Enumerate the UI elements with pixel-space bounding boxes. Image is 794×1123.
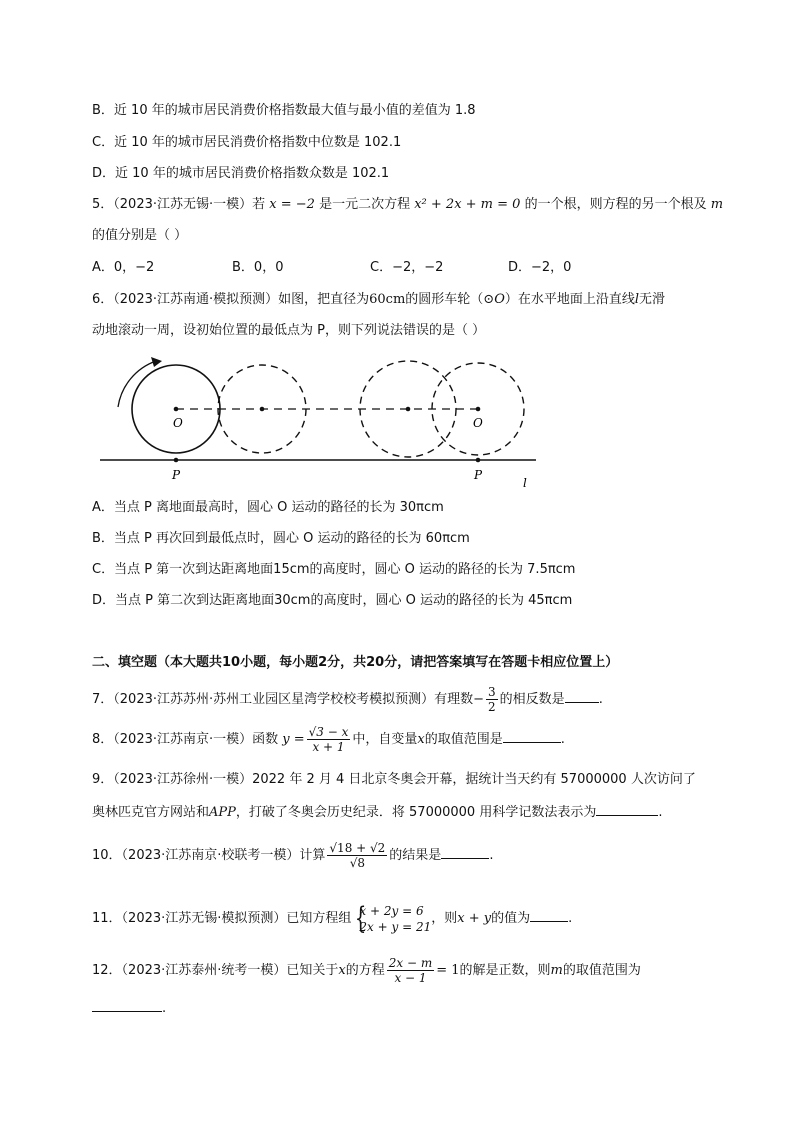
q12-num: 2x − m xyxy=(388,956,433,970)
q5-line2: 的值分别是（ ） xyxy=(92,228,188,243)
center-o-final xyxy=(476,407,481,412)
q12-mid: 的方程 xyxy=(345,963,385,978)
q11-suffix: 的值为 xyxy=(491,911,531,926)
q8-fraction xyxy=(307,725,351,754)
center-dot-1 xyxy=(260,407,265,412)
point-p-initial xyxy=(174,458,179,463)
q7-prefix: 7．（2023·江苏苏州·苏州工业园区星湾学校校考模拟预测）有理数 xyxy=(92,692,474,707)
q11-system xyxy=(351,900,432,936)
q7-end: . xyxy=(598,692,603,707)
q7 xyxy=(92,685,603,714)
label-l: l xyxy=(523,476,527,490)
q8-end: . xyxy=(560,732,565,747)
q12-eq: = 1 xyxy=(436,963,460,978)
q11-expr: x + y xyxy=(457,911,492,926)
q6-option-a: A．当点 P 离地面最高时，圆心 O 运动的路径的长为 30πcm xyxy=(92,500,444,515)
q7-answer-blank[interactable] xyxy=(565,688,599,703)
q5-equation: x² + 2x + m = 0 xyxy=(414,197,521,212)
q5-option-c: C．−2，−2 xyxy=(370,260,444,275)
q6-line2: 动地滚动一周，设初始位置的最低点为 P，则下列说法错误的是（ ） xyxy=(92,323,486,338)
q11-brace: { xyxy=(355,900,367,936)
q6-circle-symbol: ⊙O xyxy=(483,292,505,307)
q6-line-l: l xyxy=(634,292,640,307)
q10-num: √18 + √2 xyxy=(329,841,386,855)
q6-stem xyxy=(92,290,665,310)
q5-suffix: 的一个根，则方程的另一个根及 xyxy=(524,197,707,212)
q12-prefix: 12．（2023·江苏泰州·统考一模）已知关于 xyxy=(92,963,339,978)
q4-option-c: C．近 10 年的城市居民消费价格指数中位数是 102.1 xyxy=(92,135,402,150)
center-o-initial xyxy=(174,407,179,412)
q10-fraction xyxy=(327,841,387,870)
q8-y: y = xyxy=(282,732,305,747)
rotation-arrow xyxy=(118,361,156,407)
q12-suffix: 的解是正数，则 xyxy=(459,963,551,978)
q7-neg: − xyxy=(473,692,485,707)
rotation-arrowhead xyxy=(151,357,162,367)
q9-text-b: ，打破了冬奥会历史纪录．将 57000000 用科学记数法表示为 xyxy=(235,805,597,820)
point-p-final xyxy=(476,458,481,463)
q7-num: 3 xyxy=(488,685,496,699)
q9-line1: 9．（2023·江苏徐州·一模）2022 年 2 月 4 日北京冬奥会开幕，据统计当天约有 57000000 人次访问了 xyxy=(92,772,696,787)
q8-num: √3 − x xyxy=(308,725,349,739)
q11-prefix: 11．（2023·江苏无锡·模拟预测）已知方程组 xyxy=(92,911,352,926)
section-2-heading: 二、填空题（本大题共10小题，每小题2分，共20分，请把答案填写在答题卡相应位置上） xyxy=(92,655,619,670)
q8-answer-blank[interactable] xyxy=(503,728,561,743)
q7-den: 2 xyxy=(488,700,496,714)
q12-m: m xyxy=(550,963,563,978)
q10-answer-blank[interactable] xyxy=(441,844,489,859)
q5-option-d: D．−2，0 xyxy=(508,260,572,275)
q6-diameter: 60cm xyxy=(369,292,406,307)
q5-stem xyxy=(92,195,723,215)
q5-mid: 是一元二次方程 xyxy=(319,197,411,212)
rolling-wheel-figure xyxy=(96,355,546,490)
q6-text-b: 的圆形车轮（ xyxy=(405,292,484,307)
q8 xyxy=(92,723,565,757)
label-o-final: O xyxy=(473,416,483,430)
q9-app: APP xyxy=(209,805,236,820)
q9-answer-blank[interactable] xyxy=(596,801,658,816)
q6-option-d: D．当点 P 第二次到达距离地面30cm的高度时，圆心 O 运动的路径的长为 45πcm xyxy=(92,593,573,608)
q10 xyxy=(92,838,493,874)
q10-end: . xyxy=(489,848,494,863)
q6-text-a: 6．（2023·江苏南通·模拟预测）如图，把直径为 xyxy=(92,292,370,307)
q11-eq1: x + 2y = 6 xyxy=(359,903,424,918)
q11-end: . xyxy=(568,911,573,926)
q6-option-c: C．当点 P 第一次到达距离地面15cm的高度时，圆心 O 运动的路径的长为 7.5πcm xyxy=(92,562,576,577)
q10-den: √8 xyxy=(349,856,365,870)
q11-eq2: 2x + y = 21 xyxy=(359,919,432,934)
q7-suffix: 的相反数是 xyxy=(499,692,565,707)
q8-x: x xyxy=(417,732,425,747)
center-dot-2 xyxy=(406,407,411,412)
q6-text-c: ）在水平地面上沿直线 xyxy=(504,292,635,307)
q5-var: m xyxy=(710,197,724,212)
q8-suffix: 中，自变量 xyxy=(352,732,418,747)
q5-condition: x = −2 xyxy=(269,197,315,212)
q9-end: . xyxy=(658,805,663,820)
q5-option-b: B．0，0 xyxy=(232,260,284,275)
q8-den: x + 1 xyxy=(312,740,345,754)
q9-text-a: 奥林匹克官方网站和 xyxy=(92,805,210,820)
q11-mid: ，则 xyxy=(431,911,458,926)
q6-option-b: B．当点 P 再次回到最低点时，圆心 O 运动的路径的长为 60πcm xyxy=(92,531,470,546)
q11-answer-blank[interactable] xyxy=(530,907,568,922)
q12 xyxy=(92,953,641,989)
q4-option-b: B．近 10 年的城市居民消费价格指数最大值与最小值的差值为 1.8 xyxy=(92,103,476,118)
q12-line2 xyxy=(92,997,166,1019)
q8-prefix: 8．（2023·江苏南京·一模）函数 xyxy=(92,732,279,747)
q6-text-d: 无滑 xyxy=(639,292,666,307)
q4-option-d: D．近 10 年的城市居民消费价格指数众数是 102.1 xyxy=(92,166,390,181)
label-p-final: P xyxy=(474,468,483,482)
label-p-initial: P xyxy=(172,468,181,482)
q9-line2 xyxy=(92,801,662,823)
q5-prefix: 5．（2023·江苏无锡·一模）若 xyxy=(92,197,266,212)
q12-end: . xyxy=(162,1001,167,1016)
q8-suffix2: 的取值范围是 xyxy=(424,732,503,747)
q12-fraction xyxy=(387,956,434,985)
q12-answer-blank[interactable] xyxy=(92,997,162,1012)
q11 xyxy=(92,899,572,939)
q12-x: x xyxy=(338,963,346,978)
q10-suffix: 的结果是 xyxy=(389,848,442,863)
q12-suffix2: 的取值范围为 xyxy=(562,963,641,978)
label-o-initial: O xyxy=(173,416,183,430)
q10-prefix: 10．（2023·江苏南京·校联考一模）计算 xyxy=(92,848,326,863)
q7-fraction xyxy=(486,685,498,714)
q12-den: x − 1 xyxy=(394,971,427,985)
q5-option-a: A．0，−2 xyxy=(92,260,155,275)
